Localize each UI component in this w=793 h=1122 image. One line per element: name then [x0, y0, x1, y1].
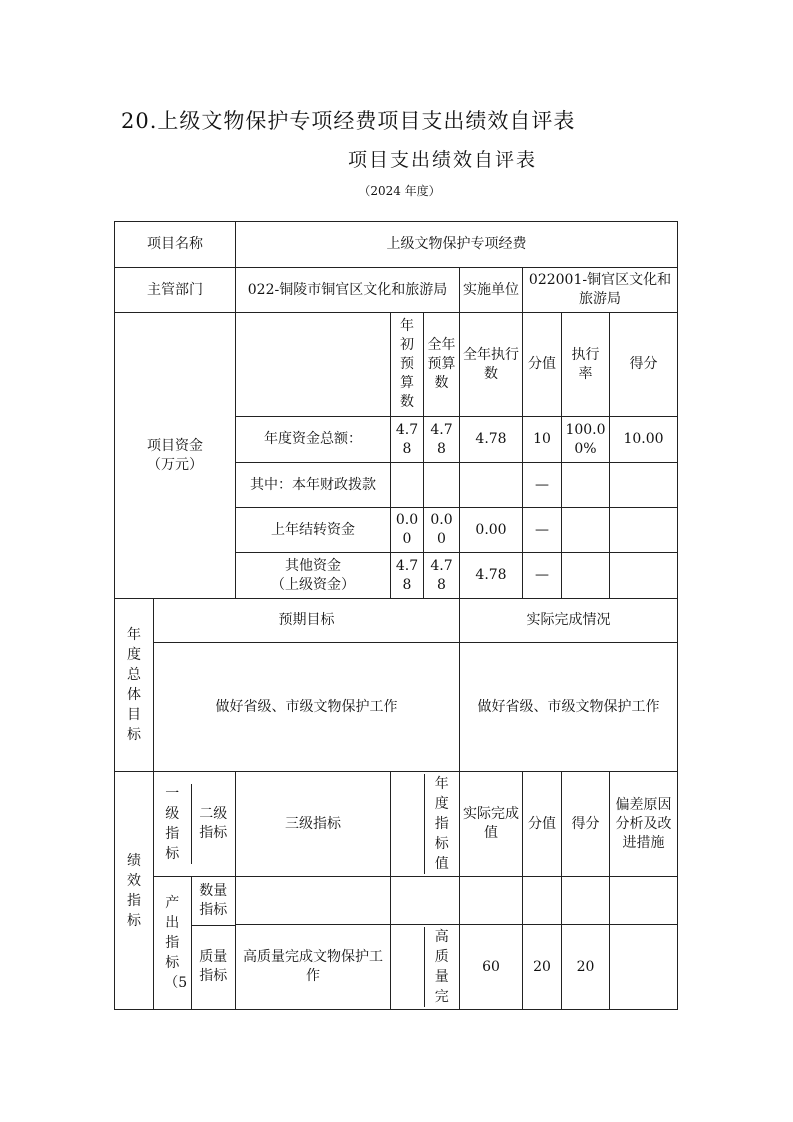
fund-points: 10.00 — [610, 417, 678, 463]
fund-score: — — [523, 553, 562, 599]
output-split — [154, 877, 235, 1009]
quantity-indicator-label: 数量指标 — [191, 877, 235, 925]
header-level-split — [154, 784, 235, 864]
funds-label — [115, 313, 236, 599]
fund-rate — [562, 508, 610, 553]
quality-score: 20 — [523, 925, 562, 1010]
output-indicator-label — [154, 877, 191, 1009]
fund-score: — — [523, 463, 562, 508]
funds-unit-text: （万元） — [147, 456, 203, 473]
header-points: 得分 — [610, 313, 678, 417]
header-annual-budget: 全年预算数 — [424, 313, 460, 417]
header-level2: 二级指标 — [199, 806, 228, 841]
fund-label-line2: （上级资金） — [271, 576, 355, 593]
fund-annual: 0.00 — [424, 508, 460, 553]
quantity-level3 — [236, 877, 391, 925]
indicator-row-quantity — [115, 877, 678, 925]
header-level1-text: 一级指标 — [165, 786, 180, 862]
self-evaluation-table — [114, 221, 678, 1010]
header-annual-split — [391, 774, 459, 874]
goals-value-row — [115, 643, 678, 772]
quality-annual-blank — [391, 927, 424, 1007]
table-title: 项目支出绩效自评表 — [347, 149, 537, 171]
fund-executed: 4.78 — [460, 553, 523, 599]
header-actual-value: 实际完成值 — [460, 772, 523, 877]
fund-initial: 0.00 — [391, 508, 424, 553]
quality-points: 20 — [562, 925, 610, 1010]
fund-annual — [424, 463, 460, 508]
department-value: 022-铜陵市铜官区文化和旅游局 — [236, 268, 460, 313]
fund-rate — [562, 463, 610, 508]
header-annual-value-cell — [391, 772, 460, 877]
header-deviation: 偏差原因分析及改进措施 — [610, 772, 678, 877]
quantity-annual-value — [391, 877, 460, 925]
fund-executed: 4.78 — [460, 417, 523, 463]
fund-label-line1: 其他资金 — [285, 557, 341, 574]
quality-annual-value — [424, 927, 459, 1007]
expected-goal-value: 做好省级、市级文物保护工作 — [154, 643, 460, 772]
funds-header-blank — [236, 313, 391, 417]
page-heading: 20.上级文物保护专项经费项目支出绩效自评表 — [121, 109, 576, 133]
header-indicator-score: 分值 — [523, 772, 562, 877]
fund-points — [610, 553, 678, 599]
goals-label: 年度总体目标 — [127, 627, 141, 743]
quantity-deviation — [610, 877, 678, 925]
fund-annual: 4.78 — [424, 553, 460, 599]
fund-initial — [391, 463, 424, 508]
expected-goal-label: 预期目标 — [154, 599, 460, 643]
fund-executed — [460, 463, 523, 508]
header-blank — [391, 774, 424, 874]
output-indicator-cell — [154, 877, 236, 1010]
quantity-actual-value — [460, 877, 523, 925]
header-level1 — [154, 784, 191, 864]
implementing-unit-value: 022001-铜官区文化和旅游局 — [523, 268, 678, 313]
fund-label: 上年结转资金 — [236, 508, 391, 553]
goals-header-row — [115, 599, 678, 643]
quality-indicator-label: 质量指标 — [199, 949, 228, 985]
quality-deviation — [610, 925, 678, 1010]
quality-actual-value: 60 — [460, 925, 523, 1010]
fund-label — [236, 553, 391, 599]
fund-points — [610, 463, 678, 508]
fund-rate: 100.00% — [562, 417, 610, 463]
fund-rate — [562, 553, 610, 599]
fund-initial: 4.78 — [391, 417, 424, 463]
project-name-label: 项目名称 — [115, 222, 236, 268]
funds-label-text: 项目资金 — [147, 437, 203, 454]
fund-label: 其中：本年财政拨款 — [236, 463, 391, 508]
project-name-row — [115, 222, 678, 268]
header-level1-cell — [154, 772, 236, 877]
fund-points — [610, 508, 678, 553]
header-annual-value-text: 年度指标值 — [434, 776, 449, 872]
quality-level3: 高质量完成文物保护工作 — [236, 925, 391, 1010]
indicators-label-cell — [115, 772, 154, 1010]
header-rate: 执行率 — [562, 313, 610, 417]
fiscal-year: （2024 年度） — [358, 184, 441, 198]
actual-goal-label: 实际完成情况 — [460, 599, 678, 643]
indicators-label: 绩效指标 — [127, 852, 141, 929]
fund-score: 10 — [523, 417, 562, 463]
quantity-points — [562, 877, 610, 925]
department-row — [115, 268, 678, 313]
funds-header-row — [115, 313, 678, 417]
quantity-score — [523, 877, 562, 925]
implementing-unit-label: 实施单位 — [460, 268, 523, 313]
header-level3: 三级指标 — [236, 772, 391, 877]
fund-annual: 4.78 — [424, 417, 460, 463]
header-indicator-points: 得分 — [562, 772, 610, 877]
header-score: 分值 — [523, 313, 562, 417]
goals-label-cell — [115, 599, 154, 772]
fund-executed: 0.00 — [460, 508, 523, 553]
quality-annual-value-text: 高质量完 — [434, 929, 449, 1006]
header-executed: 全年执行数 — [460, 313, 523, 417]
actual-goal-value: 做好省级、市级文物保护工作 — [460, 643, 678, 772]
project-name-value: 上级文物保护专项经费 — [236, 222, 678, 268]
output-indicator-text: 产出指标（5 — [164, 895, 188, 991]
fund-label: 年度资金总额： — [236, 417, 391, 463]
quality-annual-split — [391, 927, 459, 1007]
quality-annual-value-cell — [391, 925, 460, 1010]
fund-score: — — [523, 508, 562, 553]
header-initial-budget: 年初预算数 — [391, 313, 424, 417]
department-label: 主管部门 — [115, 268, 236, 313]
header-annual-value — [424, 774, 459, 874]
fund-initial: 4.78 — [391, 553, 424, 599]
indicators-header-row — [115, 772, 678, 877]
